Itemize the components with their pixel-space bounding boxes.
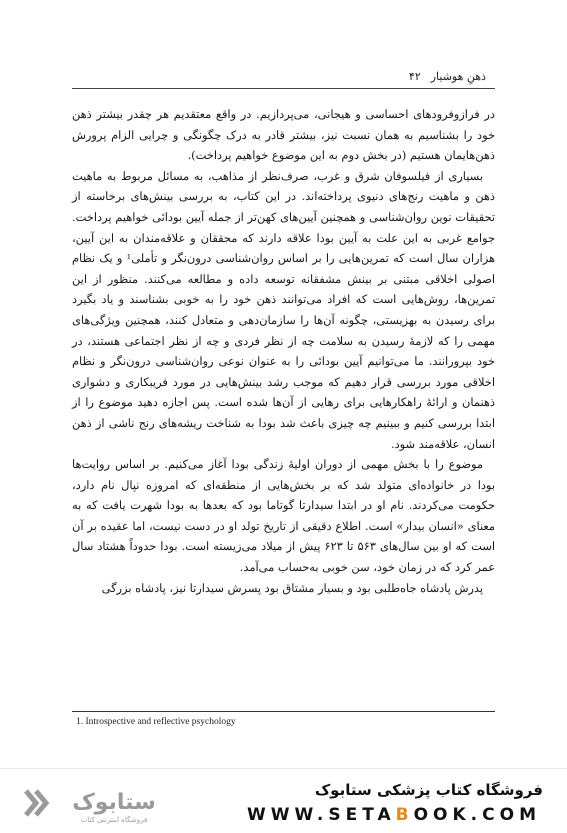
paragraph-1: در فرازوفرودهای احساسی و هیجانی، می‌پردازیم. در واقع معتقدیم هر چقدر بیشتر ذهن خود را بشناسیم به همان نسبت نیز، بیشتر قادر به درک چگونگی و چرایی الزام پرورش ذهن‌هایمان هستیم (در بخش دوم به این موضوع خواهیم پرداخت). (72, 107, 495, 163)
setabook-logo (22, 781, 172, 825)
store-name: فروشگاه کتاب پزشکی ستابوک (314, 781, 543, 799)
url-accent-letter: B (395, 805, 414, 825)
body-text (72, 104, 495, 598)
store-footer (0, 768, 567, 833)
url-part-1: WWW.SETA (247, 805, 396, 825)
paragraph-2: بسیاری از فیلسوفان شرق و غرب، صرف‌نظر از مذاهب، به مسائل مربوط به ماهیت ذهن و ماهیت رنج‌های دنیوی پرداخته‌اند. در این کتاب، به بررسی بینش‌های برخاسته از تحقیقات نوین روان‌شناسی و همچنین آیین‌های کهن‌تر از جمله آیین بودائی خواهیم پرداخت. جوامع غربی به این علت به آیین بودا علاقه دارند که محققان و علاقه‌مندان به این آیین، هزاران سال است که تمرین‌هایی را بر اساس روان‌شناسی درون‌نگر و تأملی¹ و یک نظام اصولی اخلاقی مبتنی بر بینش مشفقانه توسعه داده و مطالعه می‌کنند. منظور از این تمرین‌ها، روش‌هایی است که افراد می‌توانند ذهن خود را به خوبی بشناسند و یاد بگیرد برای رسیدن به بهزیستی، چگونه آن‌ها را سازمان‌دهی و متعادل کنند، همچنین ویژگی‌های مهمی را که لازمهٔ رسیدن به سلامت چه از نظر فردی و چه از نظر اجتماعی هستند، در خود بپرورانند. ما می‌توانیم آیین بودائی را به عنوان نوعی روان‌شناسی درون‌نگر و نظام اخلاقی مورد بررسی قرار دهیم که موجب رشد بینش‌هایی در مورد فریبکاری و دشواری ذهنمان و ارائهٔ راهکارهایی برای رهایی از آن‌ها شده است. پس اجازه دهید موضوع را از ابتدا بررسی کنیم و ببینیم چه چیزی باعث شد بودا به شناخت ریشه‌های رنج ناشی از ذهن انسان، علاقه‌مند شود. (72, 168, 495, 451)
logo-tagline: فروشگاه اینترنتی کتاب (80, 816, 148, 824)
running-title: ذهنِ هوشیار (430, 70, 486, 83)
paragraph-3: موضوع را با بخش مهمی از دوران اولیهٔ زندگی بودا آغاز می‌کنیم. بر اساس روایت‌ها بودا در خانواده‌ای متولد شد که بر بخش‌هایی از منطقه‌ای که امروزه نپال نام دارد، حکومت می‌کردند. نام او در ابتدا سیدارتا گوتاما بود که بعدها به بودا شهرت یافت که به معنای «انسان بیدار» است. اطلاع دقیقی از تاریخ تولد او در دست نیست، اما عقیده بر آن است که او بین سال‌های ۵۶۳ تا ۶۲۳ پیش از میلاد می‌زیسته است. بودا حدوداً هشتاد سال عمر کرد که در زمان خود، سن خوبی به‌حساب می‌آمد. (72, 457, 496, 575)
paragraph-4: پدرش پادشاه جاه‌طلبی بود و بسیار مشتاق بود پسرش سیدارتا نیز، پادشاه بزرگی (101, 580, 483, 595)
page-number: ۴۲ (408, 70, 421, 83)
footnote: 1. Introspective and reflective psychology (76, 717, 236, 727)
footnote-rule (72, 711, 495, 712)
chevron-icon (26, 791, 36, 815)
store-url[interactable] (247, 805, 541, 825)
url-part-3: OOK.COM (413, 805, 541, 825)
running-head (409, 70, 486, 83)
header-rule (72, 88, 495, 89)
logo-text: ستابوک (72, 790, 156, 815)
